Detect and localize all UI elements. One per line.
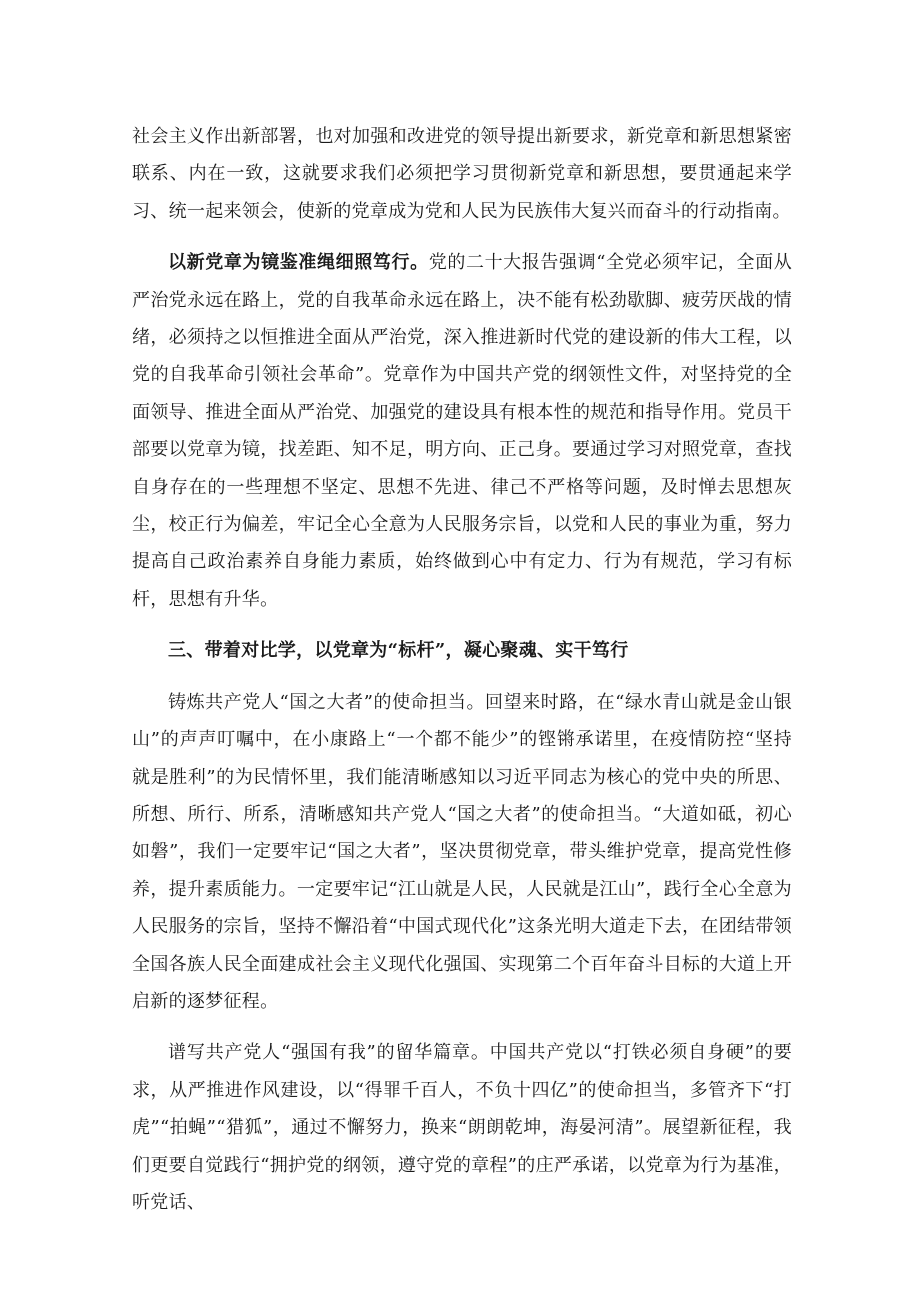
paragraph-1-text: 社会主义作出新部署，也对加强和改进党的领导提出新要求，新党章和新思想紧密联系、内在一致，这就要求我们必须把学习贯彻新党章和新思想，要贯通起来学习、统一起来领会，使新的党章成为党和人民为民族伟大复兴而奋斗的行动指南。 [132,126,792,222]
paragraph-2-text: 党的二十大报告强调“全党必须牢记，全面从严治党永远在路上，党的自我革命永远在路上，决不能有松劲歇脚、疲劳厌战的情绪，必须持之以恒推进全面从严治党，深入推进新时代党的建设新的伟大工程，以党的自我革命引领社会革命”。党章作为中国共产党的纲领性文件，对坚持党的全面领导、推进全面从严治党、加强党的建设具有根本性的规范和指导作用。党员干部要以党章为镜，找差距、知不足，明方向、正己身。要通过学习对照党章，查找自身存在的一些理想不坚定、思想不先进、律己不严格等问题，及时惮去思想灰尘，校正行为偏差，牢记全心全意为人民服务宗旨，以党和人民的事业为重，努力提高自己政治素养自身能力素质，始终做到心中有定力、行为有规范，学习有标杆，思想有升华。 [132,252,793,610]
paragraph-4 [132,1034,792,1221]
section-heading-3-text: 三、带着对比学，以党章为“标杆”，凝心聚魂、实干笃行 [168,640,629,662]
paragraph-4-text: 谱写共产党人“强国有我”的留华篇章。中国共产党以“打铁必须自身硬”的要求，从严推进作风建设，以“得罪千百人，不负十四亿”的使命担当，多管齐下“打虎”“拍蝇”“猎狐”，通过不懈努力，换来“朗朗乾坤，海晏河清”。展望新征程，我们更要自觉践行“拥护党的纲领，遵守党的章程”的庄严承诺，以党章为行为基准，听党话、 [132,1042,792,1213]
paragraph-2 [132,244,792,618]
paragraph-3-text: 铸炼共产党人“国之大者”的使命担当。回望来时路，在“绿水青山就是金山银山”的声声叮嘱中，在小康路上“一个都不能少”的铿锵承诺里，在疫情防控“坚持就是胜利”的为民情怀里，我们能清晰感知以习近平同志为核心的党中央的所思、所想、所行、所系，清晰感知共产党人“国之大者”的使命担当。“大道如砥，初心如磐”，我们一定要牢记“国之大者”，坚决贯彻党章，带头维护党章，提高党性修养，提升素质能力。一定要牢记“江山就是人民，人民就是江山”，践行全心全意为人民服务的宗旨，坚持不懈沿着“中国式现代化”这条光明大道走下去，在团结带领全国各族人民全面建成社会主义现代化强国、实现第二个百年奋斗目标的大道上开启新的逐梦征程。 [132,691,792,1012]
paragraph-1 [132,118,792,230]
paragraph-2-lead: 以新党章为镜鉴准绳细照笃行。 [168,252,429,274]
paragraph-3 [132,684,792,1021]
section-heading-3 [132,632,792,669]
document-body [132,118,792,1221]
